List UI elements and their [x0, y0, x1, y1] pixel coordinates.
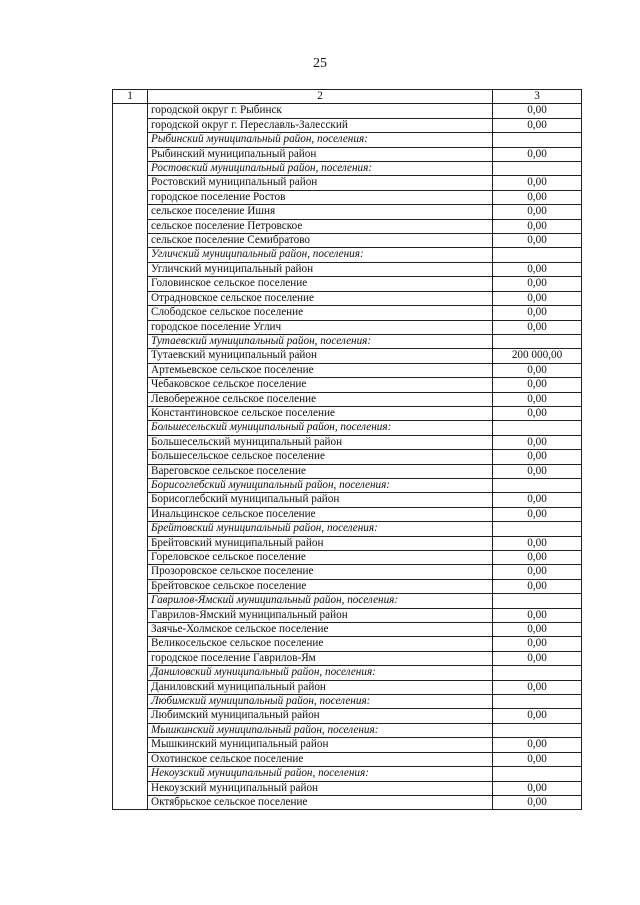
amount-cell: 0,00 [493, 651, 582, 665]
amount-cell [493, 695, 582, 709]
amount-cell: 0,00 [493, 795, 582, 809]
header-col-2: 2 [148, 90, 493, 104]
amount-cell: 0,00 [493, 579, 582, 593]
table-row [113, 450, 582, 464]
entity-name-cell: Большесельский муниципальный район [148, 435, 493, 449]
table-row [113, 205, 582, 219]
entity-name-cell: Константиновское сельское поселение [148, 406, 493, 420]
amount-cell [493, 767, 582, 781]
entity-name-cell: Брейтовское сельское поселение [148, 579, 493, 593]
amount-cell: 0,00 [493, 262, 582, 276]
entity-name-cell: городское поселение Ростов [148, 190, 493, 204]
group-heading-row [113, 334, 582, 348]
entity-name-cell: сельское поселение Петровское [148, 219, 493, 233]
table-row [113, 392, 582, 406]
entity-name-cell: Гаврилов-Ямский муниципальный район [148, 608, 493, 622]
entity-name-cell: городской округ г. Переславль-Залесский [148, 118, 493, 132]
group-heading-row [113, 478, 582, 492]
group-heading-row [113, 767, 582, 781]
amount-cell: 0,00 [493, 709, 582, 723]
group-name-cell: Рыбинский муниципальный район, поселения: [148, 133, 493, 147]
table-row [113, 738, 582, 752]
entity-name-cell: Некоузский муниципальный район [148, 781, 493, 795]
table-row [113, 277, 582, 291]
amount-cell: 0,00 [493, 320, 582, 334]
group-name-cell: Любимский муниципальный район, поселения: [148, 695, 493, 709]
amount-cell [493, 478, 582, 492]
amount-cell: 0,00 [493, 363, 582, 377]
entity-name-cell: Слободское сельское поселение [148, 306, 493, 320]
amount-cell: 0,00 [493, 450, 582, 464]
table-row [113, 349, 582, 363]
entity-name-cell: Ростовский муниципальный район [148, 176, 493, 190]
amount-cell: 0,00 [493, 277, 582, 291]
entity-name-cell: Большесельское сельское поселение [148, 450, 493, 464]
group-heading-row [113, 248, 582, 262]
group-heading-row [113, 594, 582, 608]
amount-cell [493, 248, 582, 262]
amount-cell: 0,00 [493, 306, 582, 320]
group-name-cell: Некоузский муниципальный район, поселения: [148, 767, 493, 781]
amount-cell: 0,00 [493, 680, 582, 694]
entity-name-cell: городское поселение Углич [148, 320, 493, 334]
table-row [113, 306, 582, 320]
table-row [113, 378, 582, 392]
entity-name-cell: сельское поселение Ишня [148, 205, 493, 219]
amount-cell [493, 133, 582, 147]
group-heading-row [113, 522, 582, 536]
entity-name-cell: Головинское сельское поселение [148, 277, 493, 291]
table-row [113, 118, 582, 132]
amount-cell: 0,00 [493, 637, 582, 651]
entity-name-cell: Брейтовский муниципальный район [148, 536, 493, 550]
group-heading-row [113, 695, 582, 709]
entity-name-cell: Артемьевское сельское поселение [148, 363, 493, 377]
amount-cell: 0,00 [493, 118, 582, 132]
amount-cell: 0,00 [493, 219, 582, 233]
table-row [113, 435, 582, 449]
group-name-cell: Брейтовский муниципальный район, поселения: [148, 522, 493, 536]
amount-cell: 0,00 [493, 406, 582, 420]
entity-name-cell: городской округ г. Рыбинск [148, 104, 493, 118]
entity-name-cell: Отрадновское сельское поселение [148, 291, 493, 305]
table-row [113, 190, 582, 204]
amount-cell: 0,00 [493, 565, 582, 579]
group-heading-row [113, 666, 582, 680]
allocation-table [112, 89, 582, 810]
entity-name-cell: Инальцинское сельское поселение [148, 507, 493, 521]
amount-cell [493, 723, 582, 737]
amount-cell: 200 000,00 [493, 349, 582, 363]
amount-cell: 0,00 [493, 291, 582, 305]
amount-cell: 0,00 [493, 464, 582, 478]
table-row [113, 608, 582, 622]
table-row [113, 651, 582, 665]
amount-cell: 0,00 [493, 551, 582, 565]
table-row [113, 219, 582, 233]
table-row [113, 493, 582, 507]
table-row [113, 579, 582, 593]
entity-name-cell: Охотинское сельское поселение [148, 752, 493, 766]
amount-cell: 0,00 [493, 536, 582, 550]
table-row [113, 176, 582, 190]
table-row [113, 795, 582, 809]
entity-name-cell: Любимский муниципальный район [148, 709, 493, 723]
table-row [113, 536, 582, 550]
amount-cell: 0,00 [493, 608, 582, 622]
group-name-cell: Даниловский муниципальный район, поселения: [148, 666, 493, 680]
entity-name-cell: Угличский муниципальный район [148, 262, 493, 276]
table-body [113, 90, 582, 810]
amount-cell: 0,00 [493, 738, 582, 752]
amount-cell: 0,00 [493, 104, 582, 118]
table-row [113, 147, 582, 161]
entity-name-cell: Тутаевский муниципальный район [148, 349, 493, 363]
entity-name-cell: Рыбинский муниципальный район [148, 147, 493, 161]
amount-cell: 0,00 [493, 781, 582, 795]
amount-cell: 0,00 [493, 378, 582, 392]
page-number: 25 [313, 56, 327, 71]
group-name-cell: Гаврилов-Ямский муниципальный район, поселения: [148, 594, 493, 608]
table-row [113, 406, 582, 420]
entity-name-cell: Борисоглебский муниципальный район [148, 493, 493, 507]
table-row [113, 752, 582, 766]
table-row [113, 507, 582, 521]
entity-name-cell: Заячье-Холмское сельское поселение [148, 623, 493, 637]
entity-name-cell: Прозоровское сельское поселение [148, 565, 493, 579]
table-row [113, 320, 582, 334]
table-row [113, 637, 582, 651]
amount-cell: 0,00 [493, 435, 582, 449]
amount-cell: 0,00 [493, 234, 582, 248]
entity-name-cell: сельское поселение Семибратово [148, 234, 493, 248]
amount-cell [493, 666, 582, 680]
group-name-cell: Борисоглебский муниципальный район, поселения: [148, 478, 493, 492]
table-header-row [113, 90, 582, 104]
amount-cell [493, 594, 582, 608]
entity-name-cell: Вареговское сельское поселение [148, 464, 493, 478]
header-col-1: 1 [113, 90, 148, 104]
amount-cell: 0,00 [493, 752, 582, 766]
group-heading-row [113, 723, 582, 737]
entity-name-cell: Гореловское сельское поселение [148, 551, 493, 565]
group-heading-row [113, 421, 582, 435]
group-heading-row [113, 162, 582, 176]
table-row [113, 781, 582, 795]
table-row [113, 262, 582, 276]
entity-name-cell: Даниловский муниципальный район [148, 680, 493, 694]
group-name-cell: Тутаевский муниципальный район, поселения: [148, 334, 493, 348]
group-name-cell: Мышкинский муниципальный район, поселения: [148, 723, 493, 737]
group-name-cell: Угличский муниципальный район, поселения: [148, 248, 493, 262]
entity-name-cell: Левобережное сельское поселение [148, 392, 493, 406]
entity-name-cell: Чебаковское сельское поселение [148, 378, 493, 392]
header-col-3: 3 [493, 90, 582, 104]
amount-cell [493, 522, 582, 536]
row-number-cell [113, 104, 148, 810]
amount-cell: 0,00 [493, 147, 582, 161]
amount-cell: 0,00 [493, 205, 582, 219]
table-row [113, 680, 582, 694]
amount-cell: 0,00 [493, 507, 582, 521]
amount-cell: 0,00 [493, 176, 582, 190]
amount-cell: 0,00 [493, 493, 582, 507]
amount-cell: 0,00 [493, 623, 582, 637]
table-row [113, 551, 582, 565]
amount-cell: 0,00 [493, 392, 582, 406]
table-row [113, 565, 582, 579]
entity-name-cell: городское поселение Гаврилов-Ям [148, 651, 493, 665]
entity-name-cell: Мышкинский муниципальный район [148, 738, 493, 752]
table-row [113, 464, 582, 478]
group-heading-row [113, 133, 582, 147]
group-name-cell: Большесельский муниципальный район, поселения: [148, 421, 493, 435]
group-name-cell: Ростовский муниципальный район, поселения: [148, 162, 493, 176]
amount-cell [493, 334, 582, 348]
table-row [113, 291, 582, 305]
amount-cell: 0,00 [493, 190, 582, 204]
entity-name-cell: Великосельское сельское поселение [148, 637, 493, 651]
amount-cell [493, 421, 582, 435]
table-row [113, 104, 582, 118]
table-row [113, 709, 582, 723]
table-row [113, 623, 582, 637]
table-row [113, 234, 582, 248]
table-row [113, 363, 582, 377]
amount-cell [493, 162, 582, 176]
entity-name-cell: Октябрьское сельское поселение [148, 795, 493, 809]
